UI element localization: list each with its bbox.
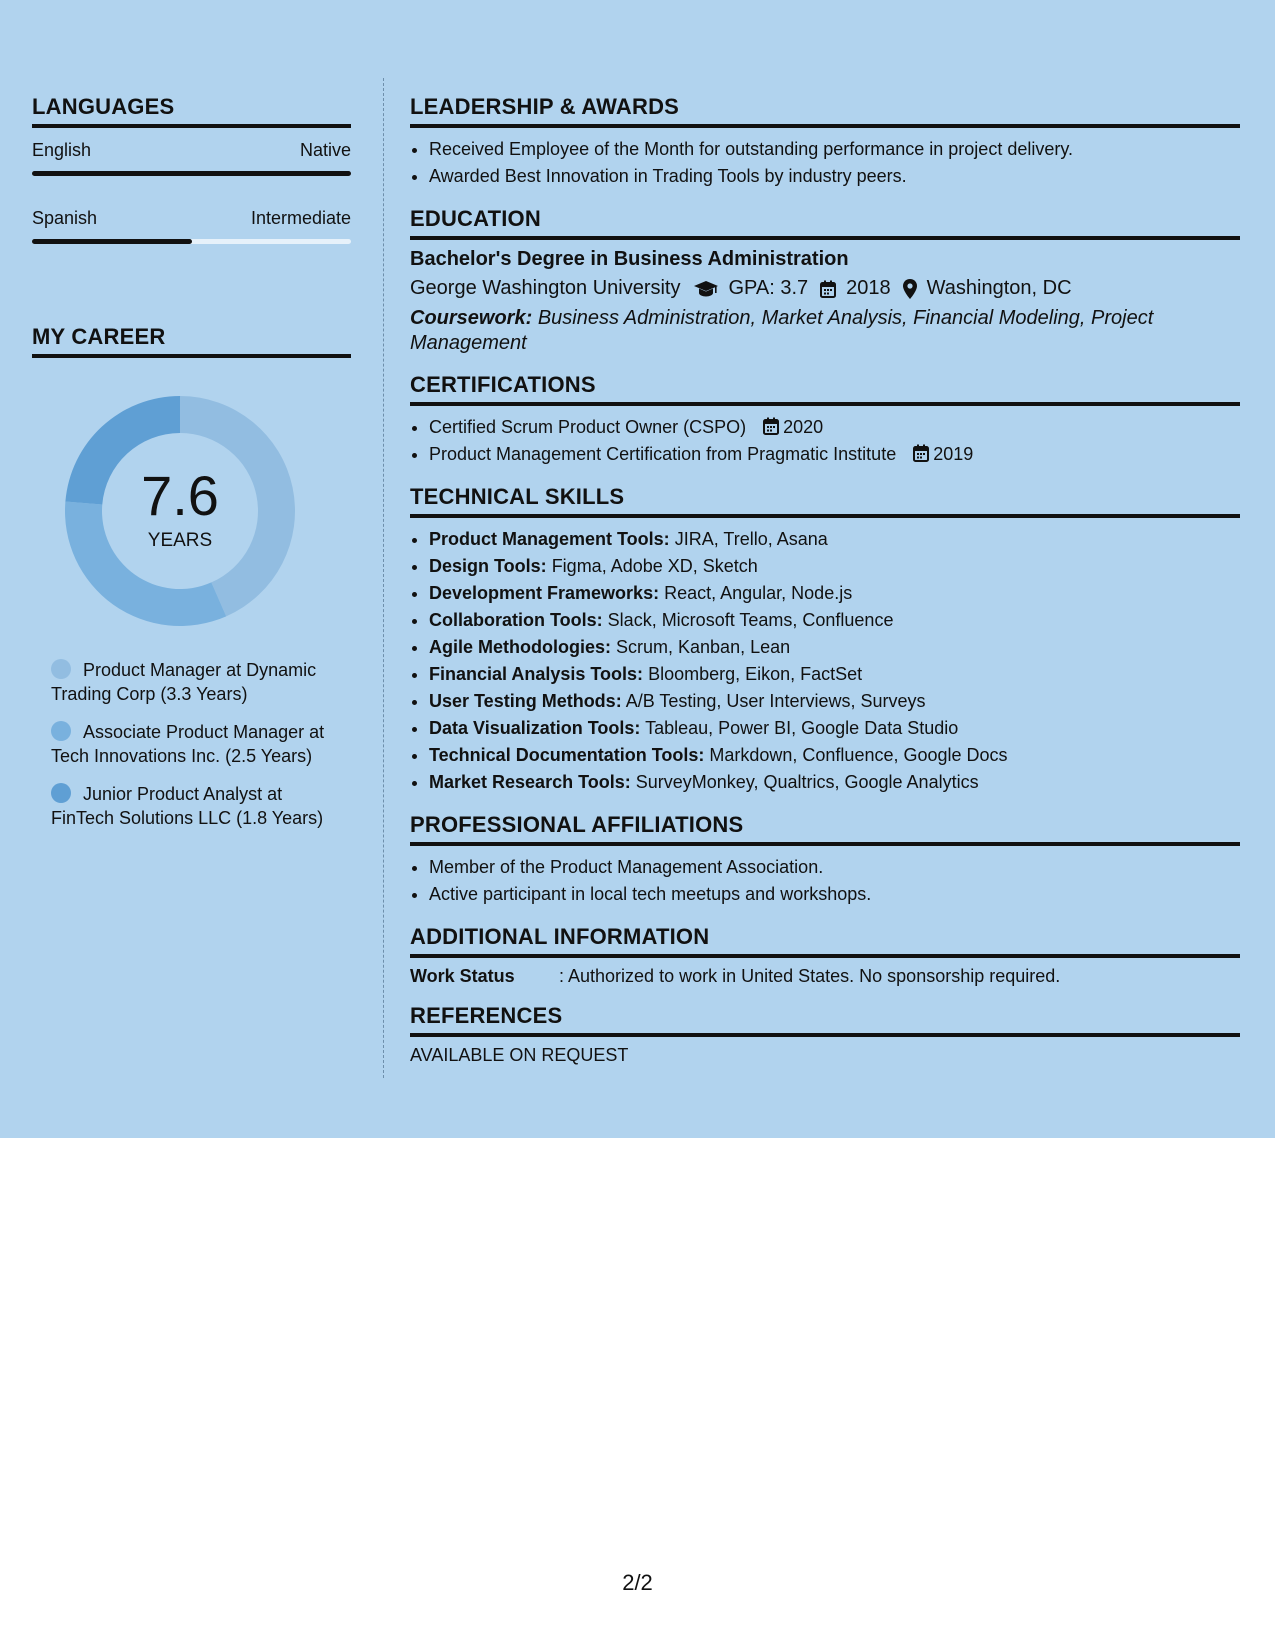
graduation-cap-icon bbox=[693, 280, 719, 298]
language-level: Native bbox=[299, 140, 351, 160]
skill-value: A/B Testing, User Interviews, Surveys bbox=[625, 691, 926, 711]
skill-item bbox=[429, 742, 1240, 769]
skill-value: Figma, Adobe XD, Sketch bbox=[551, 556, 758, 576]
skill-value: Tableau, Power BI, Google Data Studio bbox=[645, 718, 959, 738]
certification-name: Product Management Certification from Pragmatic Institute bbox=[429, 444, 897, 464]
legend-item bbox=[51, 720, 326, 768]
language-name: Spanish bbox=[32, 208, 98, 228]
skill-label: Development Frameworks: bbox=[429, 583, 660, 603]
right-column bbox=[410, 94, 1240, 1082]
certification-year: 2019 bbox=[933, 444, 974, 464]
list-item: • Received Employee of the Month for outstanding performance in project delivery. bbox=[429, 136, 1240, 163]
skill-value: React, Angular, Node.js bbox=[664, 583, 853, 603]
calendar-icon bbox=[763, 417, 779, 435]
language-level: Intermediate bbox=[250, 208, 351, 228]
skill-label: Financial Analysis Tools: bbox=[429, 664, 644, 684]
career-total-years: 7.6 bbox=[141, 464, 219, 527]
list-item: • Awarded Best Innovation in Trading Tools by industry peers. bbox=[429, 163, 1240, 190]
career-donut-chart bbox=[65, 396, 295, 626]
work-status-value: : Authorized to work in United States. No sponsorship required. bbox=[559, 966, 1061, 986]
education-school: George Washington University bbox=[410, 277, 681, 299]
skill-label: Product Management Tools: bbox=[429, 529, 670, 549]
calendar-icon bbox=[913, 444, 929, 462]
column-divider bbox=[383, 78, 384, 1078]
references-text: AVAILABLE ON REQUEST bbox=[410, 1045, 629, 1065]
language-proficiency-fill bbox=[32, 171, 351, 176]
work-status-row bbox=[410, 966, 1240, 987]
certification-item bbox=[429, 414, 1240, 441]
language-item bbox=[32, 140, 351, 176]
skill-item bbox=[429, 769, 1240, 796]
skill-item bbox=[429, 688, 1240, 715]
legend-label: Associate Product Manager at Tech Innovations Inc. (2.5 Years) bbox=[51, 722, 325, 766]
certification-year: 2020 bbox=[783, 417, 824, 437]
page-number: 2/2 bbox=[622, 1570, 653, 1595]
languages-section bbox=[32, 94, 351, 244]
leadership-section bbox=[410, 94, 1240, 190]
career-title: MY CAREER bbox=[32, 324, 351, 358]
additional-info-section bbox=[410, 924, 1240, 987]
legend-label: Junior Product Analyst at FinTech Solutions LLC (1.8 Years) bbox=[51, 784, 324, 828]
skill-value: Markdown, Confluence, Google Docs bbox=[709, 745, 1008, 765]
skill-item bbox=[429, 634, 1240, 661]
education-location: Washington, DC bbox=[926, 277, 1072, 299]
affiliations-section bbox=[410, 812, 1240, 908]
career-total-unit: YEARS bbox=[147, 530, 213, 551]
certifications-title: CERTIFICATIONS bbox=[410, 372, 1240, 406]
skill-item bbox=[429, 526, 1240, 553]
skill-label: Collaboration Tools: bbox=[429, 610, 603, 630]
skill-value: Scrum, Kanban, Lean bbox=[616, 637, 791, 657]
languages-title: LANGUAGES bbox=[32, 94, 351, 128]
education-section bbox=[410, 206, 1240, 356]
certification-item bbox=[429, 441, 1240, 468]
skill-value: Slack, Microsoft Teams, Confluence bbox=[607, 610, 894, 630]
location-pin-icon bbox=[903, 279, 917, 299]
language-item bbox=[32, 208, 351, 244]
language-proficiency-bar bbox=[32, 239, 351, 244]
skill-value: Bloomberg, Eikon, FactSet bbox=[648, 664, 863, 684]
certification-name: Certified Scrum Product Owner (CSPO) bbox=[429, 417, 747, 437]
affiliations-title: PROFESSIONAL AFFILIATIONS bbox=[410, 812, 1240, 846]
skill-item bbox=[429, 607, 1240, 634]
list-item: • Member of the Product Management Association. bbox=[429, 854, 1240, 881]
legend-dot bbox=[51, 721, 71, 741]
certifications-section bbox=[410, 372, 1240, 468]
coursework-label: Coursework: bbox=[410, 307, 533, 329]
references-title: REFERENCES bbox=[410, 1003, 1240, 1037]
skill-label: Design Tools: bbox=[429, 556, 547, 576]
language-name: English bbox=[32, 140, 92, 160]
leadership-title: LEADERSHIP & AWARDS bbox=[410, 94, 1240, 128]
technical-skills-section bbox=[410, 484, 1240, 796]
skill-value: SurveyMonkey, Qualtrics, Google Analytics bbox=[635, 772, 979, 792]
skill-label: User Testing Methods: bbox=[429, 691, 622, 711]
education-title: EDUCATION bbox=[410, 206, 1240, 240]
education-degree: Bachelor's Degree in Business Administration bbox=[410, 248, 849, 270]
skill-item bbox=[429, 715, 1240, 742]
skill-item bbox=[429, 661, 1240, 688]
legend-item bbox=[51, 658, 326, 706]
education-coursework bbox=[410, 306, 1240, 356]
skill-item bbox=[429, 580, 1240, 607]
skill-label: Data Visualization Tools: bbox=[429, 718, 641, 738]
career-section bbox=[32, 324, 351, 830]
skill-label: Agile Methodologies: bbox=[429, 637, 611, 657]
language-proficiency-bar bbox=[32, 171, 351, 176]
skill-label: Market Research Tools: bbox=[429, 772, 631, 792]
additional-info-title: ADDITIONAL INFORMATION bbox=[410, 924, 1240, 958]
legend-dot bbox=[51, 783, 71, 803]
education-gpa: GPA: 3.7 bbox=[728, 277, 809, 299]
work-status-label: Work Status bbox=[410, 966, 515, 986]
education-year: 2018 bbox=[846, 277, 891, 299]
legend-label: Product Manager at Dynamic Trading Corp (3.3 Years) bbox=[51, 660, 317, 704]
career-legend bbox=[51, 658, 326, 830]
left-column bbox=[32, 94, 351, 844]
coursework-value: Business Administration, Market Analysis, Financial Modeling, Project Management bbox=[410, 307, 1154, 354]
technical-skills-title: TECHNICAL SKILLS bbox=[410, 484, 1240, 518]
calendar-icon bbox=[820, 280, 836, 298]
legend-item bbox=[51, 782, 326, 830]
skill-value: JIRA, Trello, Asana bbox=[674, 529, 828, 549]
references-section bbox=[410, 1003, 1240, 1066]
legend-dot bbox=[51, 659, 71, 679]
list-item: • Active participant in local tech meetups and workshops. bbox=[429, 881, 1240, 908]
skill-label: Technical Documentation Tools: bbox=[429, 745, 705, 765]
language-proficiency-fill bbox=[32, 239, 192, 244]
education-meta bbox=[410, 277, 1240, 300]
skill-item bbox=[429, 553, 1240, 580]
